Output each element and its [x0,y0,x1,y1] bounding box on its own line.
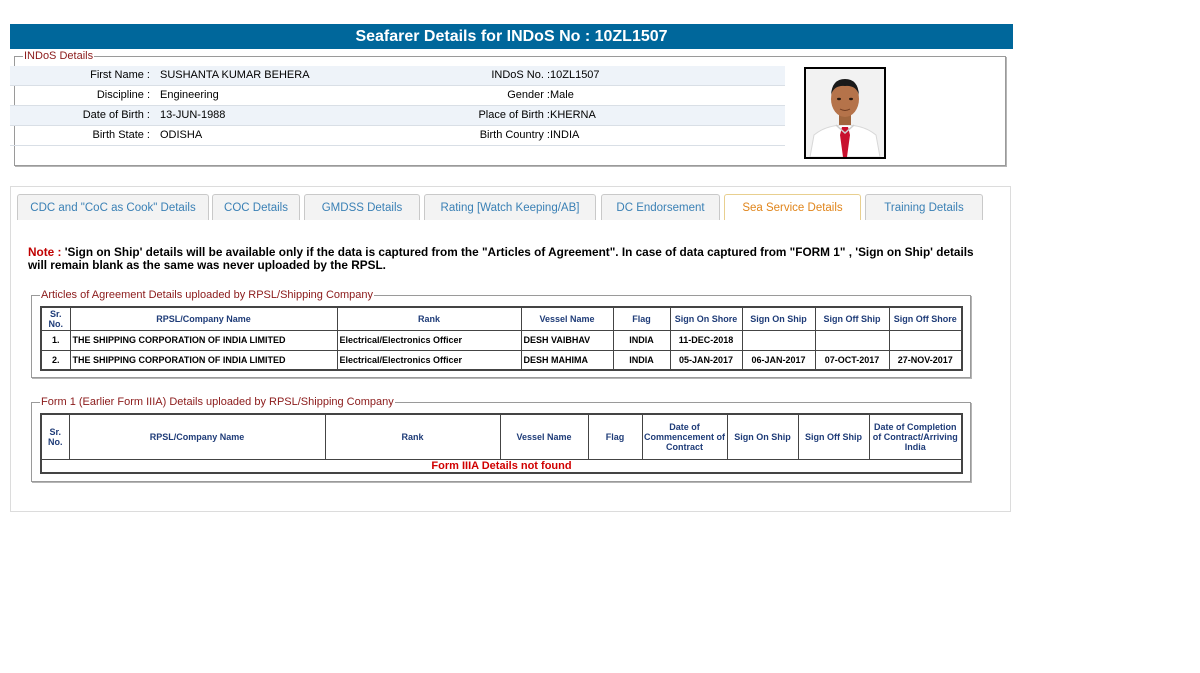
articles-header-row [41,307,962,330]
col-sign-off-ship: Sign Off Ship [798,414,869,459]
col-sign-off-shore: Sign Off Shore [889,307,962,330]
form1-header-row [41,414,962,459]
col-vessel-name: Vessel Name [521,307,613,330]
table-row [41,350,962,370]
birth-country-label: Birth Country : [479,129,550,141]
col-sign-on-ship: Sign On Ship [727,414,798,459]
seafarer-photo [804,67,886,159]
birth-state-label: Birth State : [92,129,150,141]
first-name-value: SUSHANTA KUMAR BEHERA [160,69,310,81]
sign-off-shore-cell [889,330,962,350]
vessel-cell: DESH MAHIMA [521,350,613,370]
indos-no-value: 10ZL1507 [550,69,600,81]
indos-row-2 [10,86,785,106]
page-title: Seafarer Details for INDoS No : 10ZL1507 [10,24,1013,49]
company-cell: THE SHIPPING CORPORATION OF INDIA LIMITED [70,350,337,370]
tab-rating-details[interactable]: Rating [Watch Keeping/AB] [424,194,596,220]
company-cell: THE SHIPPING CORPORATION OF INDIA LIMITED [70,330,337,350]
sign-on-ship-cell: 06-JAN-2017 [742,350,815,370]
note-label: Note : [28,245,62,259]
place-of-birth-label: Place of Birth : [478,109,550,121]
col-sr-no: Sr. No. [41,414,69,459]
col-flag: Flag [613,307,670,330]
col-commencement: Date of Commencement of Contract [642,414,727,459]
table-row [41,330,962,350]
birth-state-value: ODISHA [160,129,203,141]
gender-label: Gender : [507,89,550,101]
col-sign-off-ship: Sign Off Ship [815,307,889,330]
indos-row-3 [10,106,785,126]
gender-value: Male [550,89,574,101]
tab-gmdss-details[interactable]: GMDSS Details [304,194,420,220]
rank-cell: Electrical/Electronics Officer [337,330,521,350]
col-sign-on-ship: Sign On Ship [742,307,815,330]
col-completion: Date of Completion of Contract/Arriving India [869,414,962,459]
tab-cdc-details[interactable]: CDC and "CoC as Cook" Details [17,194,209,220]
tab-sea-service-details[interactable]: Sea Service Details [724,194,861,220]
tab-training-details[interactable]: Training Details [865,194,983,220]
form1-table [40,413,963,474]
sign-on-note [28,246,978,272]
form-iiia-not-found-message: Form IIIA Details not found [41,459,962,473]
person-photo-icon [806,69,884,157]
indos-no-label: INDoS No. : [491,69,550,81]
sign-off-shore-cell: 27-NOV-2017 [889,350,962,370]
dob-label: Date of Birth : [82,109,150,121]
col-flag: Flag [588,414,642,459]
col-vessel-name: Vessel Name [500,414,588,459]
place-of-birth-value: KHERNA [550,109,596,121]
indos-row-1 [10,66,785,86]
col-rank: Rank [337,307,521,330]
articles-legend: Articles of Agreement Details uploaded by RPSL/Shipping Company [41,289,374,301]
flag-cell: INDIA [613,330,670,350]
dob-value: 13-JUN-1988 [160,109,226,121]
flag-cell: INDIA [613,350,670,370]
tab-dc-endorsement[interactable]: DC Endorsement [601,194,720,220]
discipline-value: Engineering [160,89,219,101]
sign-on-shore-cell: 11-DEC-2018 [670,330,742,350]
sign-on-shore-cell: 05-JAN-2017 [670,350,742,370]
indos-details-legend: INDoS Details [24,50,94,62]
col-company-name: RPSL/Company Name [69,414,325,459]
sign-off-ship-cell [815,330,889,350]
form1-legend: Form 1 (Earlier Form IIIA) Details uploaded by RPSL/Shipping Company [41,396,394,408]
sr-no-cell: 2. [41,350,70,370]
note-text: 'Sign on Ship' details will be available only if the data is captured from the "Articles of Agreement". In case of data captured from "FORM 1" , 'Sign on Ship' details will remain blank as the same was never uploaded by the RPSL. [28,245,974,272]
col-company-name: RPSL/Company Name [70,307,337,330]
indos-row-4 [10,126,785,146]
sign-off-ship-cell: 07-OCT-2017 [815,350,889,370]
articles-table [40,306,963,371]
birth-country-value: INDIA [550,129,580,141]
discipline-label: Discipline : [96,89,150,101]
col-rank: Rank [325,414,500,459]
rank-cell: Electrical/Electronics Officer [337,350,521,370]
form1-empty-row [41,459,962,473]
col-sign-on-shore: Sign On Shore [670,307,742,330]
tab-coc-details[interactable]: COC Details [212,194,300,220]
first-name-label: First Name : [90,69,150,81]
sr-no-cell: 1. [41,330,70,350]
sign-on-ship-cell [742,330,815,350]
vessel-cell: DESH VAIBHAV [521,330,613,350]
col-sr-no: Sr. No. [41,307,70,330]
